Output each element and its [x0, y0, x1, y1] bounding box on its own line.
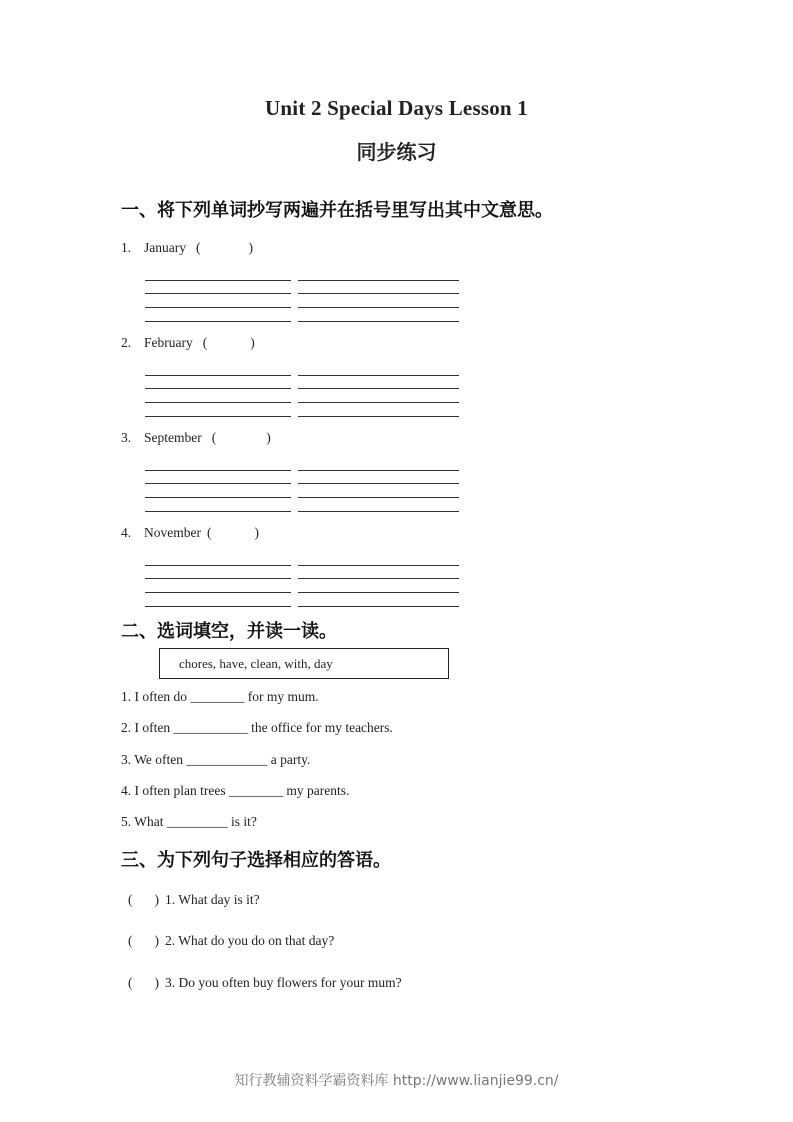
- section-2-heading: 二、选词填空，并读一读。: [121, 621, 337, 642]
- fill-blank-item-4[interactable]: 4. I often plan trees ________ my parents.: [121, 783, 350, 798]
- fill-blank-item-2[interactable]: 2. I often ___________ the office for my teachers.: [121, 720, 393, 735]
- word: February: [144, 335, 193, 350]
- close-paren: ): [248, 240, 253, 255]
- close-paren: ): [250, 335, 255, 350]
- item-number: 4.: [121, 525, 132, 540]
- copy-lines-left[interactable]: [145, 375, 291, 423]
- copy-lines-left[interactable]: [145, 565, 291, 613]
- section-3-heading: 三、为下列句子选择相应的答语。: [121, 850, 391, 871]
- question-text: 2. What do you do on that day?: [165, 933, 335, 948]
- close-paren: ): [266, 430, 271, 445]
- page-title: Unit 2 Special Days Lesson 1: [265, 96, 528, 120]
- item-number: 3.: [121, 430, 132, 445]
- open-paren: (: [206, 525, 212, 540]
- copy-lines-right[interactable]: [298, 470, 459, 518]
- open-paren: (: [211, 430, 217, 445]
- open-paren: (: [128, 892, 133, 907]
- section-1-heading: 一、将下列单词抄写两遍并在括号里写出其中文意思。: [121, 200, 553, 221]
- close-paren: ): [154, 975, 159, 990]
- copy-lines-4[interactable]: [145, 565, 460, 613]
- copy-lines-left[interactable]: [145, 470, 291, 518]
- copy-lines-2[interactable]: [145, 375, 460, 423]
- fill-blank-item-1[interactable]: 1. I often do ________ for my mum.: [121, 689, 319, 704]
- copy-lines-right[interactable]: [298, 280, 459, 328]
- copy-lines-1[interactable]: [145, 280, 460, 328]
- footer-watermark: 知行教辅资料学霸资料库 http://www.lianjie99.cn/: [234, 1073, 559, 1089]
- open-paren: (: [128, 975, 133, 990]
- page-subtitle: 同步练习: [356, 140, 437, 164]
- copy-lines-3[interactable]: [145, 470, 460, 518]
- fill-blank-item-3[interactable]: 3. We often ____________ a party.: [121, 752, 311, 767]
- item-number: 2.: [121, 335, 132, 350]
- copy-lines-right[interactable]: [298, 565, 459, 613]
- word-item-2: [121, 335, 255, 351]
- question-text: 1. What day is it?: [165, 892, 260, 907]
- copy-lines-left[interactable]: [145, 280, 291, 328]
- word-bank-box: chores, have, clean, with, day: [159, 648, 449, 679]
- fill-blank-item-5[interactable]: 5. What _________ is it?: [121, 814, 257, 829]
- word: January: [144, 240, 186, 255]
- word: September: [144, 430, 202, 445]
- word: November: [144, 525, 201, 540]
- question-text: 3. Do you often buy flowers for your mum?: [165, 975, 402, 990]
- close-paren: ): [154, 933, 159, 948]
- close-paren: ): [154, 892, 159, 907]
- answer-item-3[interactable]: [128, 975, 402, 991]
- open-paren: (: [202, 335, 208, 350]
- open-paren: (: [195, 240, 201, 255]
- word-item-4: [121, 525, 259, 541]
- answer-item-2[interactable]: [128, 933, 334, 949]
- copy-lines-right[interactable]: [298, 375, 459, 423]
- open-paren: (: [128, 933, 133, 948]
- answer-item-1[interactable]: [128, 892, 260, 908]
- word-item-1: [121, 240, 253, 256]
- word-item-3: [121, 430, 271, 446]
- close-paren: ): [254, 525, 259, 540]
- item-number: 1.: [121, 240, 132, 255]
